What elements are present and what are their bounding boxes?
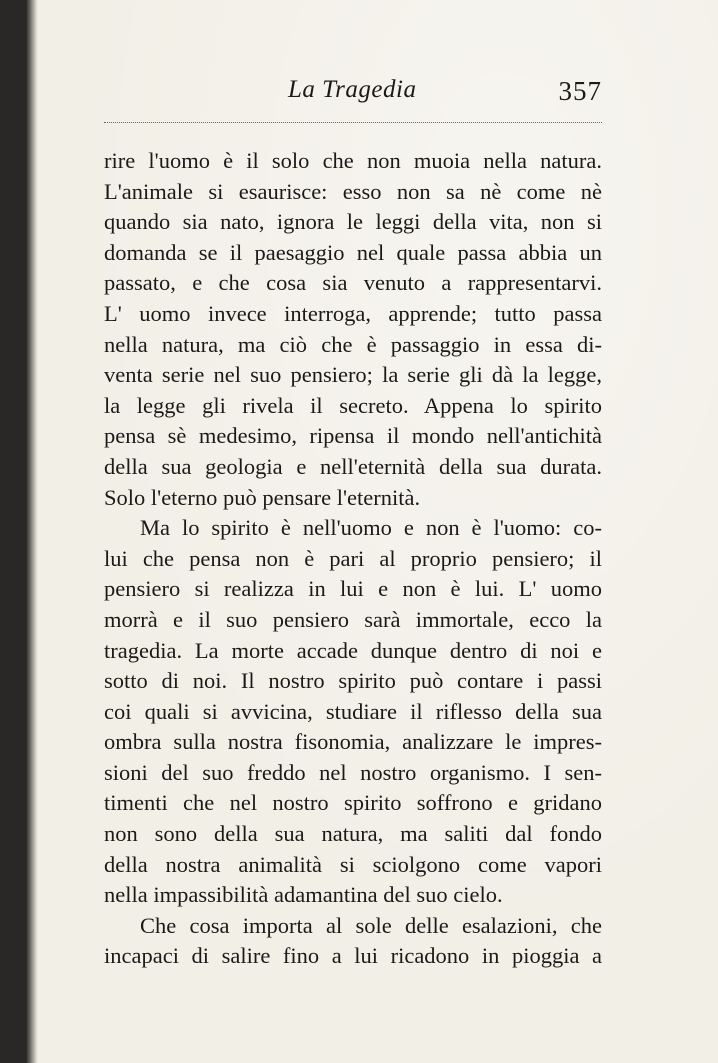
text-line: quando sia nato, ignora le leggi della vita, non si (104, 209, 602, 235)
text-line: domanda se il paesaggio nel quale passa abbia un (104, 239, 602, 265)
text-line: L' uomo invece interroga, apprende; tutto passa (104, 300, 602, 326)
text-line: pensa sè medesimo, ripensa il mondo nell'antichità (104, 423, 602, 449)
text-line: Solo l'eterno può pensare l'eternità. (104, 484, 421, 510)
text-line: della sua geologia e nell'eternità della sua durata. (104, 453, 602, 479)
text-line: pensiero si realizza in lui e non è lui. L' uomo (104, 576, 602, 602)
text-line: nella natura, ma ciò che è passaggio in essa di- (104, 331, 602, 357)
text-line: nella impassibilità adamantina del suo cielo. (104, 882, 503, 908)
text-line: timenti che nel nostro spirito soffrono e gridano (104, 790, 602, 816)
text-line: passato, e che cosa sia venuto a rappresentarvi. (104, 270, 602, 296)
text-line: la legge gli rivela il secreto. Appena lo spirito (104, 392, 602, 418)
text-line: tragedia. La morte accade dunque dentro di noi e (104, 637, 602, 663)
text-line: venta serie nel suo pensiero; la serie gli dà la legge, (104, 362, 602, 388)
paragraph-first-line: Che cosa importa al sole delle esalazioni, che (140, 912, 602, 938)
text-line: della nostra animalità si sciolgono come vapori (104, 851, 602, 877)
running-title: La Tragedia (288, 76, 417, 103)
page-number: 357 (558, 76, 602, 106)
text-line: morrà e il suo pensiero sarà immortale, ecco la (104, 606, 602, 632)
text-line: rire l'uomo è il solo che non muoia nella natura. (104, 148, 602, 173)
text-line: coi quali si avvicina, studiare il riflesso della sua (104, 698, 602, 724)
body-text (104, 146, 602, 972)
header-dotted-rule (104, 122, 602, 123)
text-line: lui che pensa non è pari al proprio pensiero; il (104, 545, 602, 571)
page-header (104, 72, 602, 112)
text-line: sotto di noi. Il nostro spirito può contare i passi (104, 668, 602, 694)
text-line: non sono della sua natura, ma saliti dal fondo (104, 821, 602, 847)
text-line: incapaci di salire fino a lui ricadono in pioggia a (104, 943, 602, 969)
text-line: L'animale si esaurisce: esso non sa nè come nè (104, 178, 602, 204)
text-line: sioni del suo freddo nel nostro organismo. I sen- (104, 759, 602, 785)
book-binding-edge (0, 0, 38, 1063)
text-line: ombra sulla nostra fisonomia, analizzare le impres- (104, 729, 602, 755)
paragraph-first-line: Ma lo spirito è nell'uomo e non è l'uomo: co- (140, 515, 602, 541)
